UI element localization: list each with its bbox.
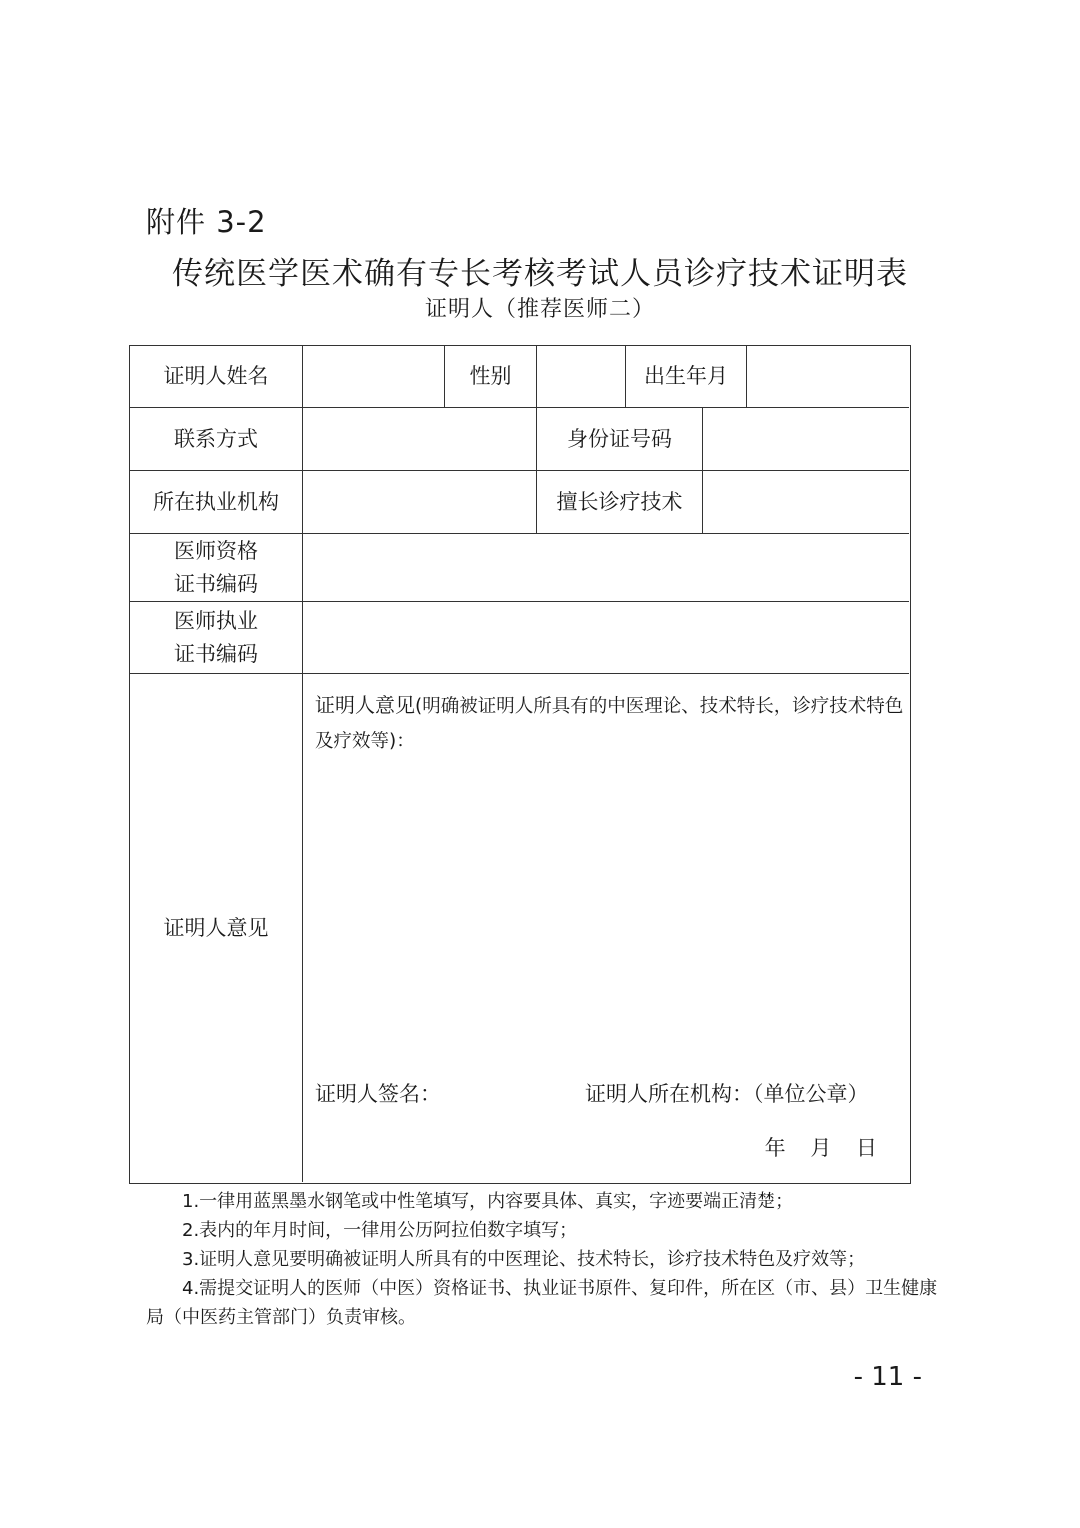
notes-section	[146, 1187, 946, 1332]
form-subtitle: 证明人（推荐医师二）	[424, 297, 655, 322]
contact-label: 联系方式	[130, 408, 303, 471]
practice-cert-field[interactable]	[303, 602, 909, 674]
qualification-cert-label-line1: 医师资格	[174, 538, 258, 563]
certification-form	[129, 345, 911, 1184]
attachment-label: 附件 3-2	[146, 205, 267, 239]
specialty-field[interactable]	[703, 471, 909, 534]
opinion-note: (明确被证明人所具有的中医理论、技术特长，诊疗技术特色及疗效等)：	[315, 696, 904, 752]
signature-label: 证明人签名：	[315, 1082, 441, 1106]
contact-field[interactable]	[303, 408, 537, 471]
note-item: 3.证明人意见要明确被证明人所具有的中医理论、技术特长，诊疗技术特色及疗效等；	[182, 1249, 866, 1270]
specialty-label: 擅长诊疗技术	[537, 471, 703, 534]
gender-field[interactable]	[537, 346, 626, 408]
page-number: - 11 -	[853, 1362, 922, 1392]
opinion-lead: 证明人意见	[315, 693, 415, 717]
opinion-instruction	[315, 688, 905, 759]
name-field[interactable]	[303, 346, 445, 408]
birth-field[interactable]	[747, 346, 909, 408]
institution-field[interactable]	[303, 471, 537, 534]
practice-cert-label-line1: 医师执业	[174, 608, 258, 633]
practice-cert-label	[130, 602, 303, 674]
opinion-label: 证明人意见	[130, 674, 303, 1182]
birth-label: 出生年月	[626, 346, 747, 408]
note-item: 1.一律用蓝黑墨水钢笔或中性笔填写，内容要具体、真实，字迹要端正清楚；	[182, 1191, 794, 1212]
opinion-area[interactable]	[303, 674, 909, 1182]
organization-seal-label: 证明人所在机构：（单位公章）	[585, 1082, 869, 1106]
note-item: 4.需提交证明人的医师（中医）资格证书、执业证书原件、复印件，所在区（市、县）卫生健康局（中医药主管部门）负责审核。	[146, 1278, 938, 1328]
id-number-label: 身份证号码	[537, 408, 703, 471]
note-item: 2.表内的年月时间，一律用公历阿拉伯数字填写；	[182, 1220, 578, 1241]
qualification-cert-label	[130, 534, 303, 602]
qualification-cert-field[interactable]	[303, 534, 909, 602]
id-number-field[interactable]	[703, 408, 909, 471]
name-label: 证明人姓名	[130, 346, 303, 408]
date-line: 年 月 日	[764, 1136, 877, 1160]
qualification-cert-label-line2: 证书编码	[174, 571, 258, 596]
form-title: 传统医学医术确有专长考核考试人员诊疗技术证明表	[172, 256, 908, 292]
gender-label: 性别	[445, 346, 537, 408]
practice-cert-label-line2: 证书编码	[174, 641, 258, 666]
institution-label: 所在执业机构	[130, 471, 303, 534]
